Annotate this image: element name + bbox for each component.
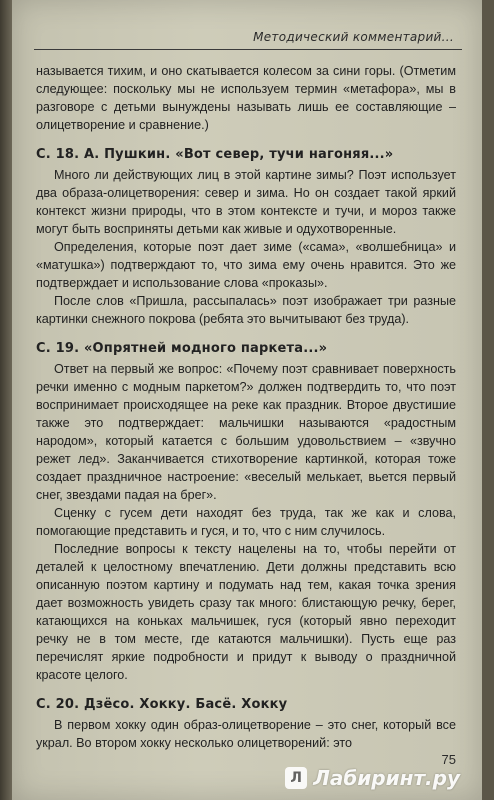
running-header-title: Методический комментарий... — [253, 30, 454, 44]
paragraph: В первом хокку один образ-олицетворение – это снег, который все украл. Во втором хокку несколько олицетворений: это — [36, 718, 456, 750]
page-number: 75 — [441, 752, 456, 767]
labirint-logo-icon: Л — [285, 767, 307, 789]
paragraph-continuation: называется тихим, и оно скатывается колесом за сини горы. (Отметим следующее: поскольку мы не используем термин «метафора», мы в разговоре с детьми вынуждены называть лишь ее составляющие – олицетворение и сравнение.) — [36, 64, 456, 132]
paragraph: После слов «Пришла, рассыпалась» поэт изображает три разные картинки снежного покрова (ребята это вычитывают без труда). — [36, 294, 456, 326]
page-body — [36, 62, 456, 752]
book-spine-shadow — [0, 0, 12, 800]
book-page — [12, 0, 482, 800]
watermark-text: Лабиринт.ру — [313, 766, 460, 790]
paragraph: Ответ на первый же вопрос: «Почему поэт сравнивает поверхность речки именно с модным паркетом?» должен подтвердить то, что поэт воспринимает происходящее на реке как праздник. Второе двустишие также это подтверждает: мальчишки называются «радостным народом», который катается с большим удовольствием – «звучно режет лед». Заканчивается стихотворение картинкой, которая тоже создает праздничное настроение: «веселый мелькает, вьется первый снег, звездами падая на брег». — [36, 362, 456, 502]
watermark-logo — [285, 766, 460, 790]
header-rule — [34, 49, 462, 50]
paragraph: Много ли действующих лиц в этой картине зимы? Поэт использует два образа-олицетворения: север и зима. Но он создает такой яркий контекст жизни природы, что в этом контексте и тучи, и мороз также могут быть восприняты детьми как живые и одухотворенные. — [36, 168, 456, 236]
section-heading-20: С. 20. Дзёсо. Хокку. Басё. Хокку — [36, 697, 288, 712]
running-header — [12, 8, 482, 48]
paragraph: Сценку с гусем дети находят без труда, так же как и слова, помогающие представить и гуся, и то, что с ним случилось. — [36, 506, 456, 538]
section-heading-18: С. 18. А. Пушкин. «Вот север, тучи нагоняя...» — [36, 147, 394, 162]
paragraph: Определения, которые поэт дает зиме («сама», «волшебница» и «матушка») подтверждают то, что зима ему очень нравится. Это же подтверждает и использование слова «проказы». — [36, 240, 456, 290]
section-heading-19: С. 19. «Опрятней модного паркета...» — [36, 341, 328, 356]
paragraph: Последние вопросы к тексту нацелены на то, чтобы перейти от деталей к целостному впечатлению. Дети должны представить всю описанную поэтом картину и подумать над тем, какая точка зрения дает возможность увидеть сразу так много: блистающую речку, берег, катающихся на коньках мальчишек, гуся (который явно переходит речку не в том месте, где катаются мальчишки). Пусть еще раз перечислят яркие подробности и придут к выводу о праздничной красоте целого. — [36, 542, 456, 682]
